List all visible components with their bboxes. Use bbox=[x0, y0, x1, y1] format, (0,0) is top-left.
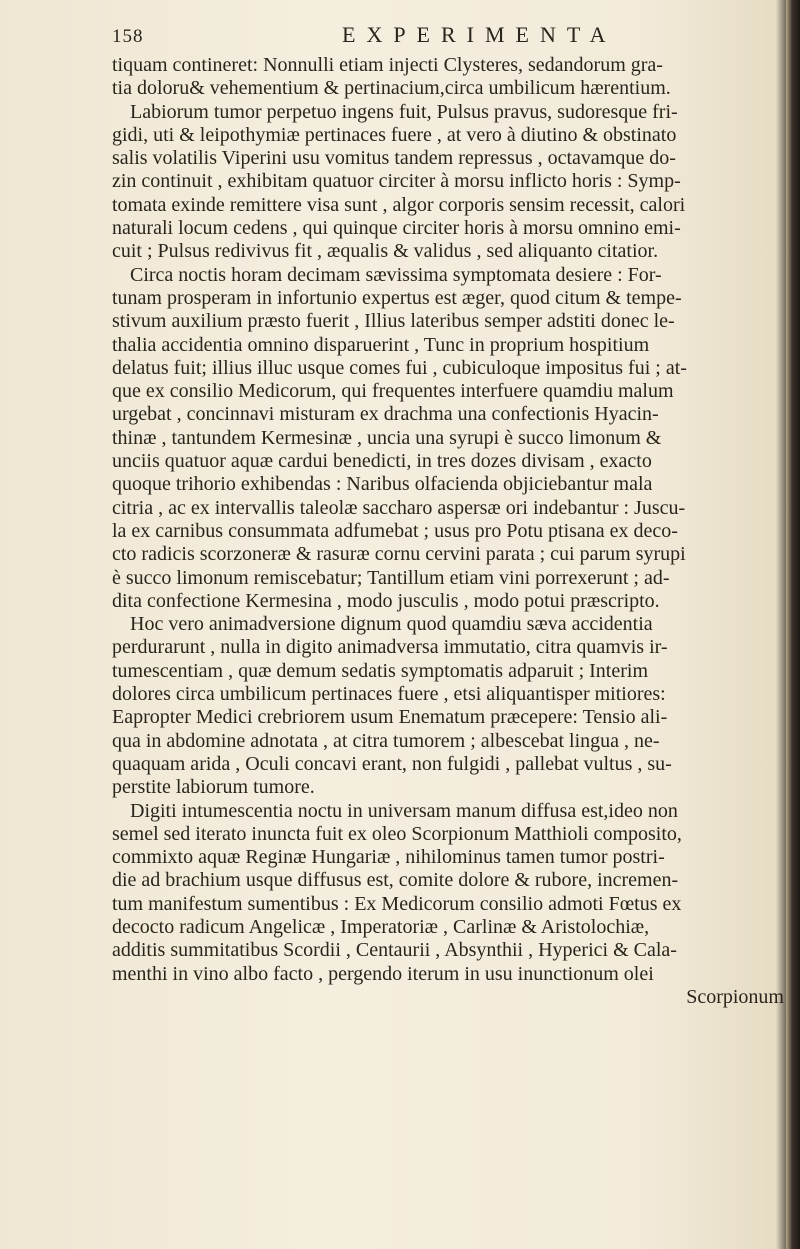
text-line: dita confectione Kermesina , modo jusculis , modo potui præscripto. bbox=[112, 589, 660, 612]
text-line: perstite labiorum tumore. bbox=[112, 776, 315, 799]
text-line: urgebat , concinnavi misturam ex drachma una confectionis Hyacin- bbox=[112, 403, 659, 426]
text-line: tomata exinde remittere visa sunt , algor corporis sensim recessit, calori bbox=[112, 193, 686, 216]
text-line: cuit ; Pulsus redivivus fit , æqualis & validus , sed aliquanto citatior. bbox=[112, 240, 659, 263]
text-line: tunam prosperam in infortunio expertus est æger, quod citum & tempe- bbox=[112, 286, 682, 309]
text-line: tumescentiam , quæ demum sedatis symptomatis adparuit ; Interim bbox=[112, 659, 649, 682]
text-line: que ex consilio Medicorum, qui frequentes interfuere quamdiu malum bbox=[112, 380, 674, 403]
text-line: menthi in vino albo facto , pergendo iterum in usu inunctionum olei bbox=[112, 962, 654, 985]
text-line: die ad brachium usque diffusus est, comite dolore & rubore, incremen- bbox=[112, 869, 679, 892]
text-line: gidi, uti & leipothymiæ pertinaces fuere , at vero à diutino & obstinato bbox=[112, 123, 677, 146]
text-line: quoque trihorio exhibendas : Naribus olfacienda objiciebantur mala bbox=[112, 473, 653, 496]
text-line: citria , ac ex intervallis taleolæ saccharo aspersæ ori indebantur : Juscu- bbox=[112, 496, 686, 519]
text-line: delatus fuit; illius illuc usque comes fui , cubiculoque impositus fui ; at- bbox=[112, 356, 687, 379]
text-line: salis volatilis Viperini usu vomitus tandem repressus , octavamque do- bbox=[112, 147, 676, 170]
text-line: cto radicis scorzoneræ & rasuræ cornu cervini parata ; cui parum syrupi bbox=[112, 543, 686, 566]
text-line: quaquam arida , Oculi concavi erant, non fulgidi , pallebat vultus , su- bbox=[112, 752, 672, 775]
text-line: Labiorum tumor perpetuo ingens fuit, Pulsus pravus, sudoresque fri- bbox=[130, 100, 678, 123]
text-line: additis summitatibus Scordii , Centaurii , Absynthii , Hyperici & Cala- bbox=[112, 939, 677, 962]
text-line: zin continuit , exhibitam quatuor circiter à morsu inflicto horis : Symp- bbox=[112, 170, 681, 193]
text-line: semel sed iterato inuncta fuit ex oleo Scorpionum Matthioli composito, bbox=[112, 822, 682, 845]
page-header bbox=[112, 22, 782, 52]
text-line: stivum auxilium præsto fuerit , Illius lateribus semper adstiti donec le- bbox=[112, 310, 675, 333]
text-line: thinæ , tantundem Kermesinæ , uncia una syrupi è succo limonum & bbox=[112, 426, 662, 449]
catchword: Scorpionum bbox=[686, 985, 784, 1008]
text-line: unciis quatuor aquæ cardui benedicti, in tres dozes divisam , exacto bbox=[112, 450, 652, 473]
text-line: Hoc vero animadversione dignum quod quamdiu sæva accidentia bbox=[130, 613, 653, 636]
text-line: Digiti intumescentia noctu in universam manum diffusa est,ideo non bbox=[130, 799, 678, 822]
page-number: 158 bbox=[112, 26, 144, 47]
body-text bbox=[112, 54, 790, 1009]
text-line: thalia accidentia omnino disparuerint , Tunc in proprium hospitium bbox=[112, 333, 650, 356]
page-edge-shadow bbox=[786, 0, 800, 1249]
text-line: è succo limonum remiscebatur; Tantillum etiam vini porrexerunt ; ad- bbox=[112, 566, 670, 589]
running-title: EXPERIMENTA bbox=[342, 22, 617, 47]
text-line: tiquam contineret: Nonnulli etiam injecti Clysteres, sedandorum gra- bbox=[112, 54, 663, 76]
text-line: decocto radicum Angelicæ , Imperatoriæ , Carlinæ & Aristolochiæ, bbox=[112, 915, 650, 938]
text-line: Eapropter Medici crebriorem usum Enematum præcepere: Tensio ali- bbox=[112, 706, 668, 729]
text-line: commixto aquæ Reginæ Hungariæ , nihilominus tamen tumor postri- bbox=[112, 846, 665, 869]
text-line: Circa noctis horam decimam sævissima symptomata desiere : For- bbox=[130, 263, 662, 286]
text-line: la ex carnibus consummata adfumebat ; usus pro Potu ptisana ex deco- bbox=[112, 519, 678, 542]
text-line: dolores circa umbilicum pertinaces fuere , etsi aliquantisper mitiores: bbox=[112, 683, 666, 706]
text-line: tia doloru& vehementium & pertinacium,circa umbilicum hærentium. bbox=[112, 77, 671, 100]
text-line: perdurarunt , nulla in digito animadversa immutatio, citra quamvis ir- bbox=[112, 636, 668, 659]
text-line: tum manifestum sumentibus : Ex Medicorum consilio admoti Fœtus ex bbox=[112, 892, 682, 915]
text-line: qua in abdomine adnotata , at citra tumorem ; albescebat lingua , ne- bbox=[112, 729, 660, 752]
text-line: naturali locum cedens , qui quinque circiter horis à morsu omnino emi- bbox=[112, 217, 681, 240]
